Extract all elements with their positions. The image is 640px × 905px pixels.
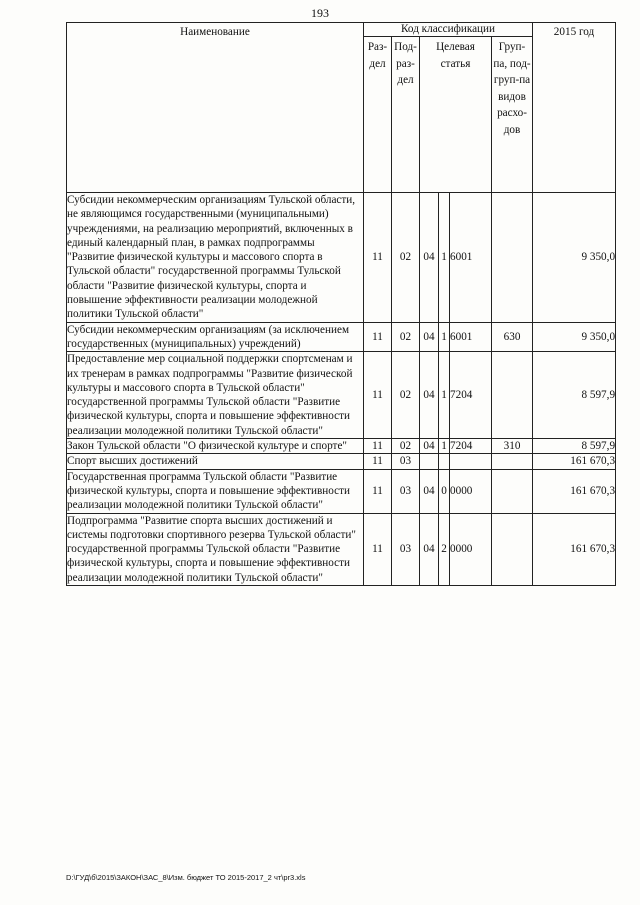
row-target-part2: 1 — [439, 352, 450, 439]
row-expense-group — [492, 454, 533, 469]
header-name: Наименование — [67, 23, 364, 193]
row-name: Спорт высших достижений — [67, 454, 364, 469]
row-target-part2: 1 — [439, 439, 450, 454]
row-amount: 8 597,9 — [533, 352, 616, 439]
header-expense-group: Груп-па, под-груп-па видов расхо-дов — [492, 37, 533, 193]
row-expense-group — [492, 469, 533, 513]
row-target-part2 — [439, 454, 450, 469]
row-target-part1 — [420, 454, 439, 469]
row-amount: 9 350,0 — [533, 193, 616, 323]
budget-table — [66, 22, 616, 586]
row-name: Предоставление мер социальной поддержки спортсменам и их тренерам в рамках подпрограммы "Развитие физической культуры и массового спорта в Тульской области" государственной программы Тульской области "Развитие физической культуры, спорта и повышение эффективности реализации молодежной политики Тульской области" — [67, 352, 364, 439]
row-razdel: 11 — [364, 193, 392, 323]
row-target-part3: 6001 — [450, 322, 492, 352]
row-name: Субсидии некоммерческим организациям (за исключением государственных (муниципальных) учреждений) — [67, 322, 364, 352]
table-row — [67, 513, 616, 585]
row-target-part2: 1 — [439, 193, 450, 323]
row-target-part3 — [450, 454, 492, 469]
header-year: 2015 год — [533, 23, 616, 193]
header-target-article: Целевая статья — [420, 37, 492, 193]
row-target-part2: 0 — [439, 469, 450, 513]
row-amount: 161 670,3 — [533, 454, 616, 469]
page-number: 193 — [311, 6, 329, 20]
row-razdel: 11 — [364, 454, 392, 469]
row-amount: 8 597,9 — [533, 439, 616, 454]
row-expense-group — [492, 193, 533, 323]
table-row — [67, 454, 616, 469]
row-target-part1: 04 — [420, 322, 439, 352]
row-target-part3: 0000 — [450, 469, 492, 513]
row-target-part2: 2 — [439, 513, 450, 585]
row-amount: 161 670,3 — [533, 513, 616, 585]
row-podrazdel: 03 — [392, 469, 420, 513]
row-target-part3: 0000 — [450, 513, 492, 585]
row-expense-group: 310 — [492, 439, 533, 454]
row-razdel: 11 — [364, 439, 392, 454]
row-name: Государственная программа Тульской области "Развитие физической культуры, спорта и повышение эффективности реализации молодежной политики Тульской области" — [67, 469, 364, 513]
row-razdel: 11 — [364, 352, 392, 439]
row-razdel: 11 — [364, 513, 392, 585]
row-expense-group — [492, 513, 533, 585]
header-podrazdel: Под-раз-дел — [392, 37, 420, 193]
row-podrazdel: 02 — [392, 352, 420, 439]
row-expense-group — [492, 352, 533, 439]
row-podrazdel: 02 — [392, 322, 420, 352]
row-target-part2: 1 — [439, 322, 450, 352]
row-target-part1: 04 — [420, 352, 439, 439]
header-classification-code: Код классификации — [364, 23, 533, 37]
row-podrazdel: 03 — [392, 454, 420, 469]
row-podrazdel: 02 — [392, 193, 420, 323]
table-row — [67, 439, 616, 454]
row-name: Закон Тульской области "О физической культуре и спорте" — [67, 439, 364, 454]
row-podrazdel: 03 — [392, 513, 420, 585]
row-target-part1: 04 — [420, 439, 439, 454]
table-row — [67, 322, 616, 352]
row-name: Подпрограмма "Развитие спорта высших достижений и системы подготовки спортивного резерва Тульской области" государственной программы Тульской области "Развитие физической культуры, спорта и повышение эффективности реализации молодежной политики Тульской области" — [67, 513, 364, 585]
row-amount: 9 350,0 — [533, 322, 616, 352]
row-target-part3: 6001 — [450, 193, 492, 323]
row-podrazdel: 02 — [392, 439, 420, 454]
row-target-part1: 04 — [420, 513, 439, 585]
row-razdel: 11 — [364, 322, 392, 352]
row-target-part1: 04 — [420, 469, 439, 513]
row-target-part1: 04 — [420, 193, 439, 323]
row-amount: 161 670,3 — [533, 469, 616, 513]
row-target-part3: 7204 — [450, 352, 492, 439]
table-row — [67, 193, 616, 323]
table-row — [67, 352, 616, 439]
file-path-footer: D:\ГУД\б\2015\ЗАКОН\ЗАС_8\Изм. бюджет ТО 2015-2017_2 чт\pr3.xls — [66, 873, 306, 882]
table-row — [67, 469, 616, 513]
row-name: Субсидии некоммерческим организациям Тульской области, не являющимся государственными (муниципальными) учреждениями, на реализацию мероприятий, включенных в единый календарный план, в рамках подпрограммы "Развитие физической культуры и массового спорта в Тульской области" государственной программы Тульской области "Развитие физической культуры, спорта и повышение эффективности реализации молодежной политики Тульской области" — [67, 193, 364, 323]
header-razdel: Раз-дел — [364, 37, 392, 193]
row-razdel: 11 — [364, 469, 392, 513]
row-target-part3: 7204 — [450, 439, 492, 454]
row-expense-group: 630 — [492, 322, 533, 352]
